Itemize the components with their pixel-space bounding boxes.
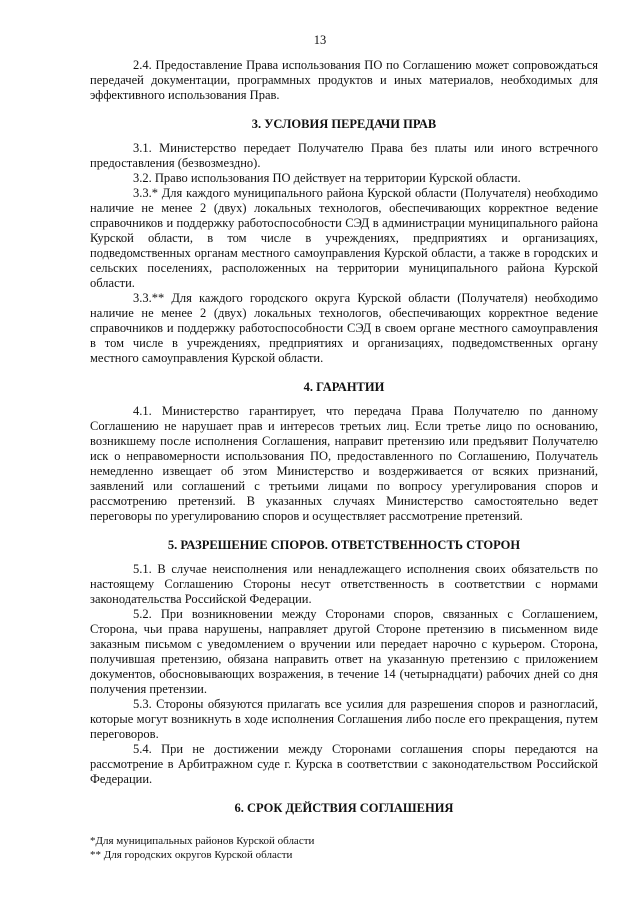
paragraph-5-4: 5.4. При не достижении между Сторонами соглашения споры передаются на рассмотрение в Арбитражном суде г. Курска в соответствии с законодательством Российской Федерации. [90, 742, 598, 786]
section-heading-5: 5. РАЗРЕШЕНИЕ СПОРОВ. ОТВЕТСТВЕННОСТЬ СТОРОН [167, 538, 521, 552]
footnotes [90, 834, 598, 862]
section-heading-3: 3. УСЛОВИЯ ПЕРЕДАЧИ ПРАВ [251, 117, 437, 131]
paragraph-5-3: 5.3. Стороны обязуются прилагать все усилия для разрешения споров и разногласий, которые могут возникнуть в ходе исполнения Соглашения либо после его прекращения, путем переговоров. [90, 697, 598, 741]
paragraph-5-1: 5.1. В случае неисполнения или ненадлежащего исполнения своих обязательств по настоящему Соглашению Стороны несут ответственность в соответствии с нормами законодательства Российской Федерации. [90, 562, 598, 606]
section-heading-4: 4. ГАРАНТИИ [303, 380, 385, 394]
paragraph-3-2: 3.2. Право использования ПО действует на территории Курской области. [133, 171, 521, 185]
footnote-1: *Для муниципальных районов Курской области [90, 835, 315, 847]
page-number: 13 [313, 33, 327, 47]
paragraph-3-3a: 3.3.* Для каждого муниципального района Курской области (Получателя) необходимо наличие не менее 2 (двух) локальных технологов, обеспечивающих корректное ведение справочников и поддержку работоспособности СЭД в администрации муниципального района Курской области, в том числе в учреждениях, предприятиях и организациях, подведомственных органам местного самоуправления Курской области, а также в городских и сельских поселениях, расположенных на территории муниципального района Курской области. [90, 186, 598, 290]
paragraph-4-1: 4.1. Министерство гарантирует, что передача Права Получателю по данному Соглашению не нарушает прав и интересов третьих лиц. Если третье лицо по основанию, возникшему после исполнения Соглашения, направит претензию или предъявит Получателю иск о неправомерности использования ПО, предоставленного по Соглашению, Получатель немедленно извещает об этом Министерство и воздерживается от всяких признаний, заявлений или соглашений с третьими лицами по вопросу урегулирования споров и рассмотрению претензий. В указанных случаях Министерство самостоятельно ведет переговоры по урегулированию споров и осуществляет рассмотрение претензий. [90, 404, 598, 523]
document-body [90, 58, 598, 816]
paragraph-5-2: 5.2. При возникновении между Сторонами споров, связанных с Соглашением, Сторона, чьи права нарушены, направляет другой Стороне претензию в письменном виде заказным письмом с уведомлением о вручении или передает нарочно с курьером. Сторона, получившая претензию, обязана направить ответ на указанную претензию с приложением документов, обосновывающих возражения, в течение 14 (четырнадцати) рабочих дней со дня получения претензии. [90, 607, 598, 696]
section-heading-6: 6. СРОК ДЕЙСТВИЯ СОГЛАШЕНИЯ [234, 801, 454, 815]
paragraph-3-1: 3.1. Министерство передает Получателю Права без платы или иного встречного предоставления (безвозмездно). [90, 141, 598, 170]
paragraph-3-3b: 3.3.** Для каждого городского округа Курской области (Получателя) необходимо наличие не менее 2 (двух) локальных технологов, обеспечивающих корректное ведение справочников и поддержку работоспособности СЭД в своем органе местного самоуправления в том числе в учреждениях, предприятиях и организациях, подведомственных органу местного самоуправления Курской области. [90, 291, 598, 365]
paragraph-2-4: 2.4. Предоставление Права использования ПО по Соглашению может сопровождаться передачей документации, программных продуктов и иных материалов, необходимых для эффективного использования Прав. [90, 58, 598, 102]
footnote-2: ** Для городских округов Курской области [90, 849, 293, 861]
